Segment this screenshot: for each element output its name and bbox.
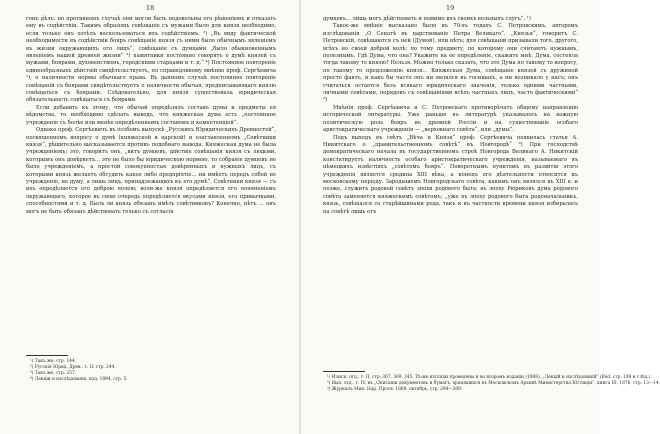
page-body (323, 16, 578, 216)
paragraph: Мнѣнія проф. Сергѣевича и С. Петровскаго противорѣчатъ общему направленію исторической литературы. Уже раньше въ литературѣ указывалось на важную политическую роль бояръ въ древней Россіи и на существованіе особаго аристократическаго учрежденія — „верховнаго совѣта“, или „думы“. (323, 104, 578, 134)
paragraph: гонъ дѣлъ; но противномъ случаѣ они могли быть недовольны его рѣшеніемъ и отказать ему въ содѣйствіи. Такимъ образомъ совѣщаніе съ мужами было для князя необходимо, если только онъ хотѣлъ воспользоваться ихъ содѣйствіемъ. ²) „Въ виду фактической необходимости въ содѣйствіи бояръ совѣщаніе князя съ ними было обычнымъ явленіемъ въ жизни окружающихъ его лицъ“, совѣщаніе съ думцами „было обыкновеннымъ явленіемъ нашей древней жизни“ ³) памятники постоянно говорятъ о думѣ князей съ мужами, боярами, духовенствомъ, городскими старцами и т. д.“ ⁴) Постоянное повтореніе единообразныхъ дѣйствій свидѣтельствуетъ, по справедливому мнѣнію проф. Сергѣевича ¹), о наличности нормы обычнаго права. Въ данномъ случаѣ постоянное повтореніе совѣщаній съ боярами свидѣтельствуетъ о наличности обычая, предписывающаго князю совѣщаться съ боярами. Слѣдовательно, для князя существовала юридическая обязательность совѣщаться съ боярами. (26, 16, 276, 104)
footnote: ²) Русскія Юрид. Древ., т. II, стр. 244. (30, 365, 116, 370)
footnote: ⁴) Лекціи и изслѣдованія, изд. 1894, стр. 5. (30, 377, 128, 382)
page-number: 19 (446, 4, 455, 12)
left-page (0, 0, 299, 434)
footnotes (30, 359, 275, 383)
footnote-rule (323, 371, 365, 372)
paragraph: Если добавить къ этому, что обычай опредѣлялъ составъ думы и предметы ея вѣдомства, то необходимо сдѣлать выводъ, что княжеская дума есть „постоянное учрежденіе съ болѣе или менѣе опредѣленнымъ составомъ и компетенціей“. (26, 104, 276, 126)
footnote: ¹) Изыск. отд., т. II, стр. 367, 369, 345. Тѣ-же взгляды проведены и во второмъ изданіи (1898), „Лекцій и изслѣдованій“ (Ibid. стр. 198 и слѣд.). (327, 375, 652, 380)
page-number: 18 (146, 4, 155, 12)
page-body (26, 16, 276, 216)
footnote: ²) Вып. отд., т. IV, въ „Описаніи документовъ и бумагъ, хранящихся въ Московскомъ Архивѣ Министерства Юстиціи“, книга III, 1876, стр. 13—14. (327, 381, 660, 386)
footnote: ¹) Такъ же, стр. 144. (30, 359, 77, 364)
footnote-rule (26, 355, 68, 356)
footnotes (327, 375, 660, 393)
paragraph: Подъ выходъ въ свѣтъ „Вѣча и Князя“ проф. Сергѣевича появилась статья А. Никитскаго о „правительственномъ совѣтѣ“ въ Новгородѣ“ ³) При господствѣ демократическаго начала въ государственномъ строѣ Новгорода Великаго А. Никитскій констатируетъ наличность особаго аристократическаго учрежденія, называемаго въ нѣмецкихъ извѣстіяхъ „совѣтомъ бояръ“. Поворотнымъ пунктомъ въ развитіи этого учрежденія является средина XIII вѣка, а конецъ его дѣятельности относится къ московскому періоду. Зародышемъ Новгородскаго совѣта, какимъ онъ являлся въ XIII в. и позже, служитъ родовой совѣтъ эпохи родового быта; въ эпоху Рюриковъ дума родового совѣта заменяется княжескимъ совѣтомъ; „уже въ эпоху родового быта родоначальникъ, князь, совѣщался со старѣйшинами рода, такъ и въ частности времени князя избиралась на совѣтѣ лишь отъ (323, 134, 578, 215)
right-page (301, 0, 660, 434)
paragraph: Такое-же мнѣніе высказано было въ 70-хъ годахъ С. Петровскимъ, авторомъ изслѣдованія „О Сенатѣ въ царствованіе Петра Великаго“. „Князья“, говоритъ С. Петровскій, совѣщаются съ ней (Думой), или нѣтъ; для совѣщаній призывали того, другого, всѣхъ но своей доброй волѣ; по тому предмету, по которому они считаютъ нужнымъ, полезнымъ. Гдѣ Дума, что она? Укажите на ее опредѣленіе, скажите мнѣ: Дума, состояла тогда такому то князю? Нельзя. Можно только сказать, что это Дума по такому то вопросу, по такому то предложенію князя... Княжеская Дума, совѣщаніе князей съ дружиной просто фактъ, и какъ бы часто онъ ни являлся въ госишахъ, а ни возникало у насъ; онъ считаться остается безъ всякаго юридическаго значенія, только одними частными, личными совѣтами, порядокъ съ совѣщаніями всѣхъ частныхъ лицъ, часто фактическими“ ²) (323, 23, 578, 104)
paragraph: думцевъ... лишь могъ дѣйствовать и помимо ихъ своихъ вольныхъ слугъ“. ¹) (323, 16, 531, 22)
footnote: ³) Журналъ Мин. Нар. Просв. 1869, октябрь, стр. 294—309. (327, 387, 463, 392)
paragraph: Однако проф. Сергѣевичъ въ особомъ выпускѣ „Русскихъ Юридическихъ Древностей“, посвященномъ вопросу о думѣ (княжеской и царской) и озаглавленномъ „Совѣтники князя“, рѣшительно высказывается противъ подобнаго вывода. Княжеская дума не была учрежденіемъ; это, говоритъ онъ, „витъ думцевъ, дійствіе совѣщанія князя съ людьми, которымъ онъ довѣряетъ... это не было бы юридическою нормою, то собраніе думцевъ не было учрежденіемъ, а простой совокупностью довѣренныхъ и нужныхъ лицъ, съ которыми князь желаетъ обсудить какое либо предпріятіе... ни имѣетъ передъ собой не учрежденіе, не думу, а лишь лицъ, принадлежащихъ къ его думѣ“. Совѣтники князя — съ ихъ опредѣляется его доброю волею; воли-же князя опредѣляется его поняненіемъ окружающаго, которое въ свою очередь опредѣляется вкусами князя, его привычками, способностями и т. д. Былъ ли князь обязанъ имѣть совѣтниковъ? Конечно, нѣтъ ... онъ могъ не быть обязанъ дѣйствовать только съ согласія (26, 127, 276, 215)
footnote: ³) Такъ же, стр. 257. (30, 371, 77, 376)
